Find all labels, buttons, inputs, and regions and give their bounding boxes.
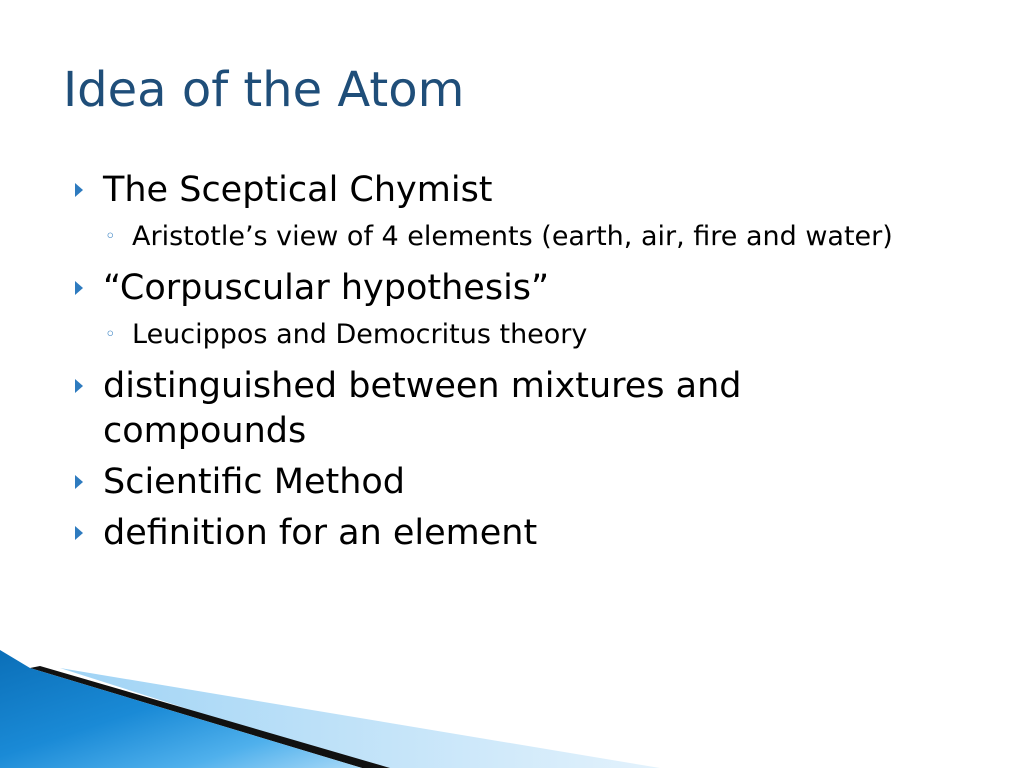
triangle-right-icon: [75, 379, 83, 393]
ring-icon: ◦: [105, 324, 116, 345]
bullet-item: [75, 364, 955, 454]
ring-icon: ◦: [105, 226, 116, 247]
bullet-text: “Corpuscular hypothesis”: [103, 268, 550, 308]
bullet-text: Scientific Method: [103, 462, 406, 502]
slide-title: Idea of the Atom: [63, 62, 465, 118]
triangle-right-icon: [75, 183, 83, 197]
bullet-list: [75, 168, 955, 562]
bullet-text: definition for an element: [103, 513, 538, 553]
sub-bullet-text: Leucippos and Democritus theory: [132, 319, 588, 350]
bullet-item: [75, 266, 955, 311]
bullet-text: distinguished between mixtures and compounds: [103, 366, 742, 451]
bullet-item: [75, 460, 955, 505]
sub-bullet-item: [103, 315, 955, 354]
triangle-right-icon: [75, 526, 83, 540]
triangle-right-icon: [75, 475, 83, 489]
black-stripe: [30, 666, 390, 768]
sub-bullet-item: [103, 217, 955, 256]
bullet-text: The Sceptical Chymist: [103, 170, 493, 210]
sub-bullet-text: Aristotle’s view of 4 elements (earth, air, fire and water): [132, 221, 893, 252]
blue-gradient-wedge: [0, 650, 362, 768]
light-blue-stripe: [60, 668, 660, 768]
triangle-right-icon: [75, 281, 83, 295]
bullet-item: [75, 168, 955, 213]
bullet-item: [75, 511, 955, 556]
